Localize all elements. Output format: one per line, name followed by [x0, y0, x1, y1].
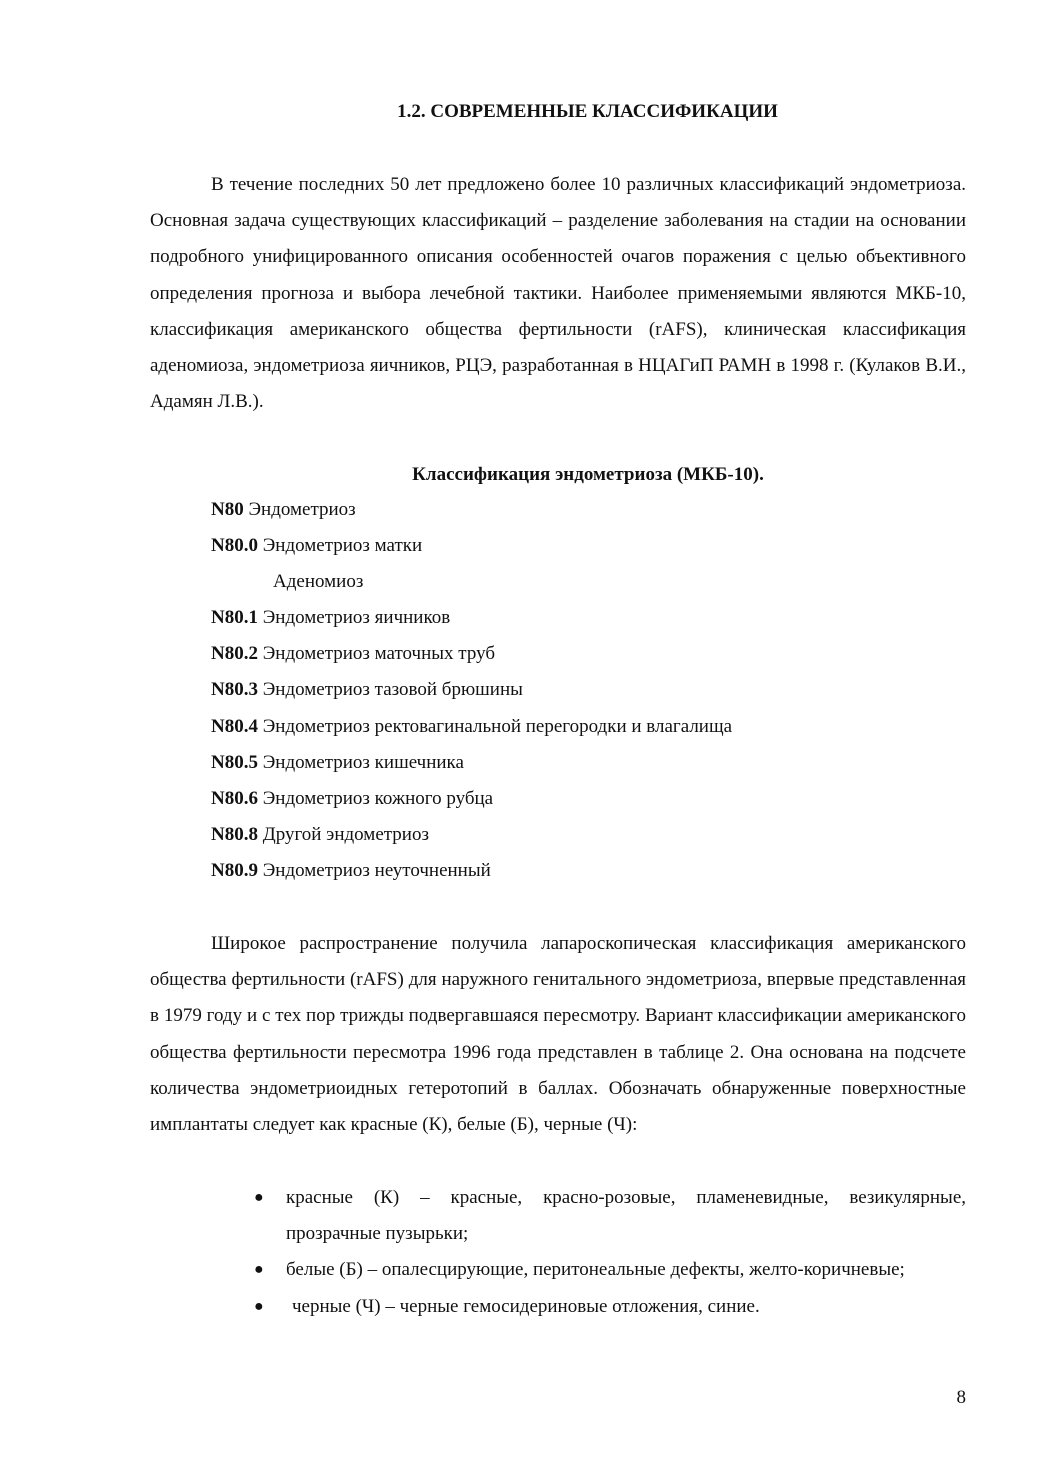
code-text: Другой эндометриоз [262, 823, 429, 845]
code-label: N80.5 [211, 751, 258, 773]
bullet-dot-icon: ● [254, 1297, 264, 1315]
code-label: N80.1 [211, 607, 258, 629]
code-item [211, 781, 732, 817]
section-heading: 1.2. СОВРЕМЕННЫЕ КЛАССИФИКАЦИИ [397, 101, 778, 122]
code-text: Эндометриоз кожного рубца [262, 787, 494, 809]
code-label: N80.8 [211, 823, 258, 845]
rafs-paragraph: Широкое распространение получила лапароскопическая классификация американского общества фертильности (rAFS) для наружного генитального эндометриоза, впервые представленная в 1979 году и с тех пор трижды подвергавшаяся пересмотру. Вариант классификации американского общества фертильности пересмотра 1996 года представлен в таблице 2. Она основана на подсчете количества эндометриоидных гетеротопий в баллах. Обозначать обнаруженные поверхностные имплантаты следует как красные (К), белые (Б), черные (Ч): [150, 933, 966, 1136]
intro-paragraph: В течение последних 50 лет предложено более 10 различных классификаций эндометриоза. Основная задача существующих классификаций – разделение заболевания на стадии на основании подробного унифицированного описания особенностей очагов поражения с целью объективного определения прогноза и выбора лечебной тактики. Наиболее применяемыми являются МКБ-10, классификация американского общества фертильности (rAFS), клиническая классификация аденомиоза, эндометриоза яичников, РЦЭ, разработанная в НЦАГиП РАМН в 1998 г. (Кулаков В.И., Адамян Л.В.). [150, 174, 966, 413]
code-text: Эндометриоз [248, 499, 356, 520]
implant-bullet-list [254, 1180, 966, 1325]
code-item [211, 853, 732, 889]
code-item [211, 745, 732, 781]
code-label: N80.0 [211, 535, 258, 557]
code-item [211, 817, 732, 853]
bullet-dot-icon: ● [254, 1189, 264, 1206]
classification-title: Классификация эндометриоза (МКБ-10). [412, 464, 764, 485]
code-label: N80.3 [211, 679, 258, 701]
code-item [211, 528, 732, 564]
code-text: Эндометриоз яичников [262, 607, 451, 629]
code-item [211, 600, 732, 636]
bullet-text: белые (Б) – опалесцирующие, перитонеальные дефекты, желто-коричневые; [286, 1259, 905, 1281]
code-label: N80.2 [211, 643, 258, 665]
code-item [211, 709, 732, 745]
code-label: N80.9 [211, 859, 258, 881]
code-text: Аденомиоз [273, 571, 364, 593]
code-subitem [211, 564, 732, 600]
bullet-item [254, 1289, 966, 1325]
bullet-item [254, 1252, 966, 1288]
code-label: N80 [211, 499, 244, 520]
code-text: Эндометриоз кишечника [262, 751, 464, 773]
page-number: 8 [956, 1387, 966, 1408]
code-text: Эндометриоз матки [262, 535, 423, 557]
code-label: N80.6 [211, 787, 258, 809]
icd-code-list [211, 492, 732, 889]
bullet-text: красные (К) – красные, красно-розовые, пламеневидные, везикулярные, прозрачные пузырьки; [286, 1187, 966, 1245]
code-label: N80.4 [211, 715, 258, 737]
bullet-dot-icon: ● [254, 1261, 264, 1279]
code-item [211, 672, 732, 708]
code-text: Эндометриоз неуточненный [262, 859, 491, 881]
bullet-item [254, 1180, 966, 1252]
code-text: Эндометриоз ректовагинальной перегородки и влагалища [262, 715, 733, 737]
code-item [211, 636, 732, 672]
code-item [211, 492, 732, 528]
bullet-text: черные (Ч) – черные гемосидериновые отложения, синие. [292, 1295, 760, 1317]
code-text: Эндометриоз тазовой брюшины [262, 679, 523, 701]
code-text: Эндометриоз маточных труб [262, 643, 496, 665]
